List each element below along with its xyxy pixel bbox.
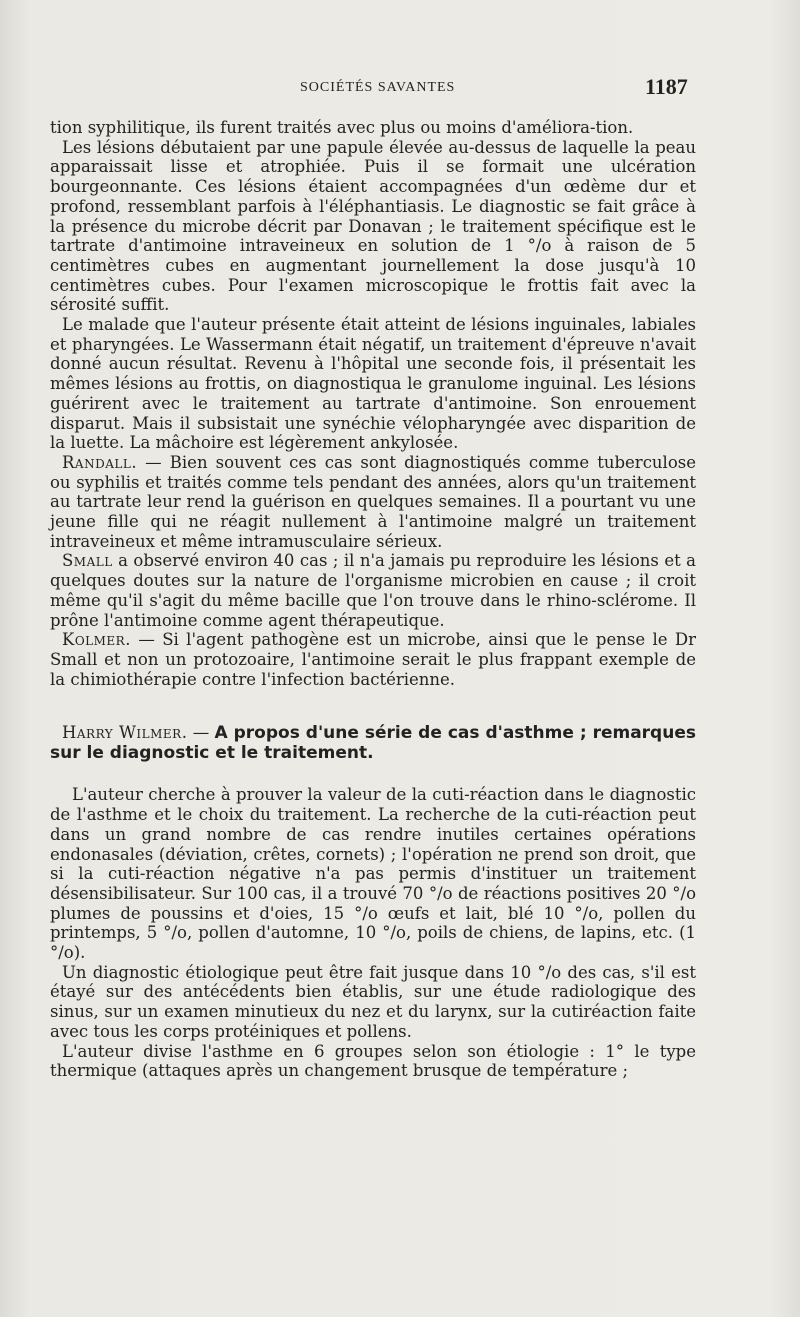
article-author: Harry Wilmer. bbox=[62, 723, 188, 743]
paragraph-diagnostic: Un diagnostic étiologique peut être fait jusque dans 10 °/o des cas, s'il est étayé sur des antécédents bien établis, sur une étude radiologique des sinus, sur un examen minutieux du nez et du larynx, sur la cutiréaction faite avec tous les corps protéiniques et pollens. bbox=[50, 962, 696, 1041]
paragraph-kolmer bbox=[50, 630, 696, 689]
speaker-name: Randall. bbox=[62, 452, 138, 472]
paragraph-small bbox=[50, 551, 696, 630]
page-header bbox=[0, 74, 800, 102]
article-heading bbox=[50, 723, 696, 763]
running-title: SOCIÉTÉS SAVANTES bbox=[300, 80, 456, 95]
body-text bbox=[50, 118, 696, 1081]
paragraph-randall bbox=[50, 453, 696, 552]
speaker-name: Kolmer. bbox=[62, 630, 131, 650]
heading-dash: — bbox=[187, 723, 215, 743]
page-number: 1187 bbox=[645, 74, 688, 99]
speaker-name: Small bbox=[62, 551, 113, 571]
paragraph-continuation: tion syphilitique, ils furent traités avec plus ou moins d'améliora-tion. bbox=[50, 118, 634, 137]
paragraph-patient-case: Le malade que l'auteur présente était atteint de lésions inguinales, labiales et pharyngées. Le Wassermann était négatif, un traitement d'épreuve n'avait donné aucun résultat. Revenu à l'hôpital une seconde fois, il présentait les mêmes lésions au frottis, on diagnostiqua le granulome inguinal. Les lésions guérirent avec le traitement au tartrate d'antimoine. Son enrouement disparut. Mais il subsistait une synéchie vélopharyngée avec disparition de la luette. La mâchoire est légèrement ankylosée. bbox=[50, 315, 696, 453]
paragraph-text: a observé environ 40 cas ; il n'a jamais pu reproduire les lésions et a quelques doutes sur la nature de l'organisme microbien en cause ; il croit même qu'il s'agit du même bacille que l'on trouve dans le rhino-sclérome. Il prône l'antimoine comme agent thérapeutique. bbox=[50, 551, 696, 630]
article-title: A propos d'une série de cas d'asthme ; remarques sur le diagnostic et le traitement. bbox=[50, 723, 696, 764]
paragraph-lesions: Les lésions débutaient par une papule élevée au-dessus de laquelle la peau apparaissait lisse et atrophiée. Puis il se formait une ulcération bourgeonnante. Ces lésions étaient accompagnées d'un œdème dur et profond, ressemblant parfois à l'éléphantiasis. Le diagnostic se fait grâce à la présence du microbe décrit par Donavan ; le traitement spécifique est le tartrate d'antimoine intraveineux en solution de 1 °/o à raison de 5 centimètres cubes en augmentant journellement la dose jusqu'à 10 centimètres cubes. Pour l'examen microscopique le frottis fait avec la sérosité suffit. bbox=[50, 137, 696, 315]
paragraph-cuti-reaction: L'auteur cherche à prouver la valeur de la cuti-réaction dans le diagnostic de l'asthme et le choix du traitement. La recherche de la cuti-réaction peut dans un grand nombre de cas rendre inutiles certaines opérations endonasales (déviation, crêtes, cornets) ; l'opération ne prend son droit, que si la cuti-réaction négative n'a pas permis d'instituer un traitement désensibilisateur. Sur 100 cas, il a trouvé 70 °/o de réactions positives 20 °/o plumes de poussins et d'oies, 15 °/o œufs et lait, blé 10 °/o, pollen du printemps, 5 °/o, pollen d'automne, 10 °/o, poils de chiens, de lapins, etc. (1 °/o). bbox=[50, 785, 696, 963]
paragraph-text: — Bien souvent ces cas sont diagnostiqués comme tuberculose ou syphilis et traités comme tels pendant des années, alors qu'un traitement au tartrate leur rend la guérison en quelques semaines. Il a pourtant vu une jeune fille qui ne réagit nullement à l'antimoine malgré un traitement intraveineux et même intramusculaire sérieux. bbox=[50, 452, 696, 551]
paragraph-text: — Si l'agent pathogène est un microbe, ainsi que le pense le Dr Small et non un protozoaire, l'antimoine serait le plus frappant exemple de la chimiothérapie contre l'infection bactérienne. bbox=[50, 630, 696, 689]
paragraph-asthma-groups: L'auteur divise l'asthme en 6 groupes selon son étiologie : 1° le type thermique (attaques après un changement brusque de température ; bbox=[50, 1041, 696, 1081]
